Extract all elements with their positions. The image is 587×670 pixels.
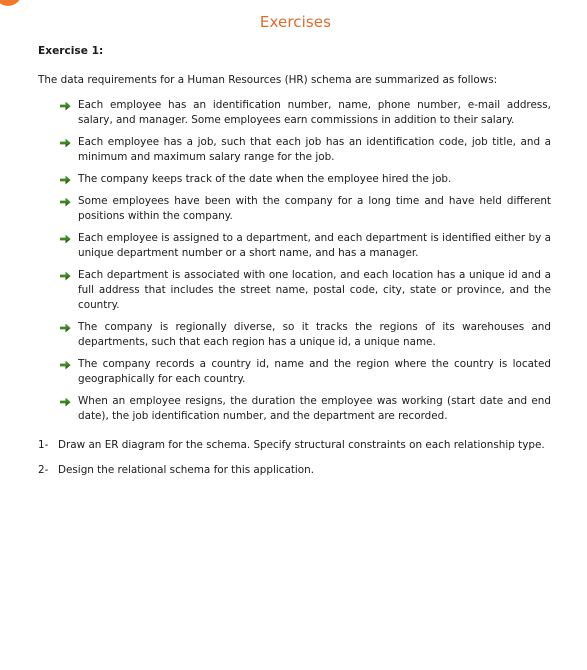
requirement-text: The company keeps track of the date when the employee hired the job. <box>78 173 452 185</box>
arrow-right-icon <box>60 101 71 111</box>
task-number: 2- <box>38 464 49 476</box>
tasks-list <box>38 438 553 478</box>
arrow-right-icon <box>60 197 71 207</box>
requirement-item <box>38 194 553 224</box>
arrow-right-icon <box>60 271 71 281</box>
requirements-list <box>38 98 553 424</box>
task-number: 1- <box>38 439 49 451</box>
arrow-right-icon <box>60 138 71 148</box>
requirement-item <box>38 394 553 424</box>
requirement-item <box>38 135 553 165</box>
requirement-text: The company records a country id, name and the region where the country is located geographically for each country. <box>78 358 551 385</box>
task-text: Draw an ER diagram for the schema. Specify structural constraints on each relationship type. <box>58 439 545 451</box>
requirement-item <box>38 320 553 350</box>
requirement-text: Some employees have been with the company for a long time and have held different positions within the company. <box>78 195 551 222</box>
task-text: Design the relational schema for this application. <box>58 464 315 476</box>
requirement-text: Each employee is assigned to a department, and each department is identified either by a unique department number or a short name, and has a manager. <box>78 232 551 259</box>
requirement-text: Each employee has an identification number, name, phone number, e-mail address, salary, and manager. Some employees earn commissions in addition to their salary. <box>78 99 551 126</box>
arrow-right-icon <box>60 360 71 370</box>
requirement-item <box>38 231 553 261</box>
task-item <box>38 438 553 453</box>
requirement-text: Each employee has a job, such that each job has an identification code, job title, and a minimum and maximum salary range for the job. <box>78 136 551 163</box>
requirement-item <box>38 357 553 387</box>
exercise-heading: Exercise 1: <box>38 45 104 57</box>
page-title: Exercises <box>259 13 332 31</box>
arrow-right-icon <box>60 234 71 244</box>
arrow-right-icon <box>60 175 71 185</box>
requirement-text: When an employee resigns, the duration the employee was working (start date and end date), the job identification number, and the department are recorded. <box>78 395 551 422</box>
requirement-text: Each department is associated with one location, and each location has a unique id and a full address that includes the street name, postal code, city, state or province, and the country. <box>78 269 551 311</box>
requirement-item <box>38 268 553 313</box>
task-item <box>38 463 553 478</box>
exercise-intro: The data requirements for a Human Resources (HR) schema are summarized as follows: <box>38 74 498 86</box>
arrow-right-icon <box>60 323 71 333</box>
requirement-text: The company is regionally diverse, so it tracks the regions of its warehouses and departments, such that each region has a unique id, a unique name. <box>78 321 551 348</box>
arrow-right-icon <box>60 397 71 407</box>
requirement-item <box>38 98 553 128</box>
requirement-item <box>38 172 553 187</box>
